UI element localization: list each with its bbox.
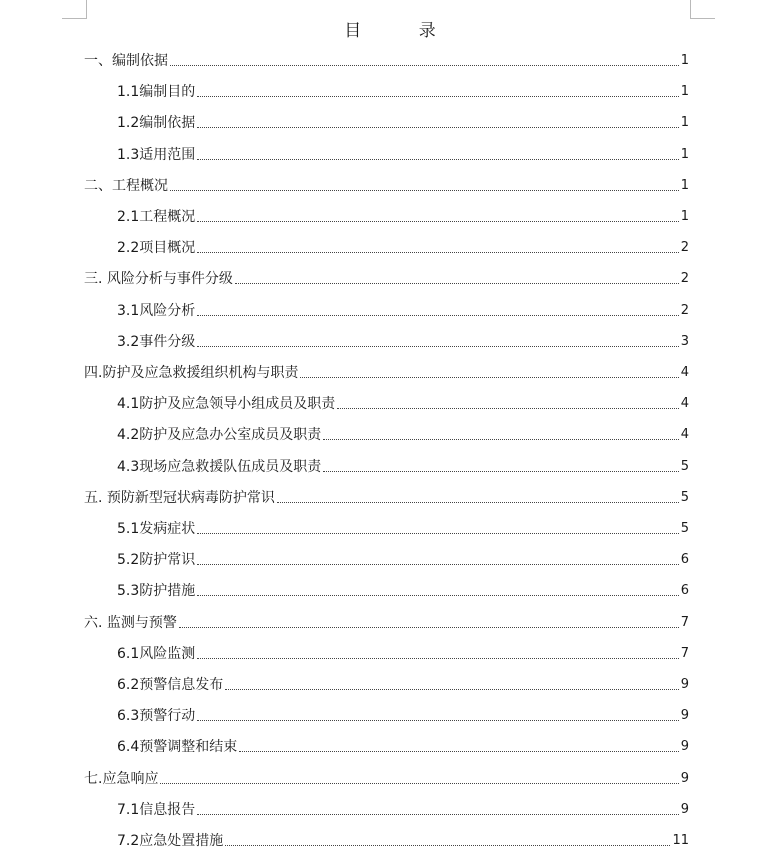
toc-entry-label: 五. 预防新型冠状病毒防护常识 xyxy=(84,489,275,506)
toc-entry-label: 七.应急响应 xyxy=(84,770,159,787)
toc-subsection-entry[interactable] xyxy=(117,300,689,320)
toc-page-number: 7 xyxy=(680,645,689,661)
toc-entry-label: 6.3预警行动 xyxy=(117,708,196,725)
toc-dot-leader xyxy=(197,345,678,347)
toc-entry-label: 7.1信息报告 xyxy=(117,801,196,818)
toc-dot-leader xyxy=(197,532,678,534)
toc-page-number: 5 xyxy=(680,458,689,474)
toc-entry-label: 5.1发病症状 xyxy=(117,521,196,537)
toc-entry-label: 6.1风险监测 xyxy=(117,645,196,662)
toc-entry-label: 4.2防护及应急办公室成员及职责 xyxy=(117,427,322,444)
toc-entry-label: 1.3适用范围 xyxy=(117,146,196,163)
toc-section-entry[interactable] xyxy=(84,612,689,632)
toc-title: 目 录 xyxy=(344,21,462,41)
toc-dot-leader xyxy=(197,251,678,253)
toc-dot-leader xyxy=(160,782,678,784)
toc-subsection-entry[interactable] xyxy=(117,705,689,725)
toc-page-number: 1 xyxy=(680,209,689,224)
toc-section-entry[interactable] xyxy=(84,362,689,382)
toc-dot-leader xyxy=(235,282,679,284)
toc-dot-leader xyxy=(300,376,678,378)
toc-page-number: 9 xyxy=(680,801,689,817)
toc-subsection-entry[interactable] xyxy=(117,237,689,257)
toc-dot-leader xyxy=(323,470,678,472)
toc-dot-leader xyxy=(170,64,679,66)
toc-entry-label: 2.2项目概况 xyxy=(117,240,196,257)
toc-page-number: 6 xyxy=(680,583,689,599)
toc-entry-label: 3.1风险分析 xyxy=(117,302,196,319)
toc-subsection-entry[interactable] xyxy=(117,393,689,413)
toc-entry-label: 6.4预警调整和结束 xyxy=(117,739,238,756)
toc-dot-leader xyxy=(197,314,678,316)
toc-entry-label: 1.1编制目的 xyxy=(117,84,196,101)
toc-entry-label: 5.2防护常识 xyxy=(117,552,196,569)
toc-section-entry[interactable] xyxy=(84,487,689,507)
toc-entry-label: 六. 监测与预警 xyxy=(84,614,177,631)
toc-dot-leader xyxy=(179,626,679,628)
toc-page-number: 2 xyxy=(680,271,689,287)
toc-section-entry[interactable] xyxy=(84,268,689,288)
toc-page-number: 6 xyxy=(680,552,689,568)
toc-dot-leader xyxy=(197,220,678,222)
toc-dot-leader xyxy=(323,438,678,440)
toc-page-number: 9 xyxy=(680,770,689,786)
toc-entry-label: 1.2编制依据 xyxy=(117,115,196,132)
toc-dot-leader xyxy=(225,844,670,846)
toc-entry-label: 一、编制依据 xyxy=(84,53,168,69)
toc-dot-leader xyxy=(197,657,678,659)
toc-page-number: 3 xyxy=(680,333,689,349)
toc-dot-leader xyxy=(337,407,678,409)
toc-subsection-entry[interactable] xyxy=(117,81,689,101)
toc-subsection-entry[interactable] xyxy=(117,518,689,538)
toc-dot-leader xyxy=(225,688,678,690)
toc-subsection-entry[interactable] xyxy=(117,424,689,444)
toc-page-number: 1 xyxy=(680,84,689,100)
toc-entry-label: 6.2预警信息发布 xyxy=(117,677,224,693)
toc-page-number: 9 xyxy=(680,739,689,755)
toc-subsection-entry[interactable] xyxy=(117,580,689,600)
toc-subsection-entry[interactable] xyxy=(117,736,689,756)
toc-section-entry[interactable] xyxy=(84,50,689,70)
toc-dot-leader xyxy=(277,501,679,503)
toc-page-number: 9 xyxy=(680,708,689,724)
toc-entry-label: 3.2事件分级 xyxy=(117,333,196,350)
toc-dot-leader xyxy=(197,95,678,97)
toc-subsection-entry[interactable] xyxy=(117,144,689,164)
toc-entry-label: 二、工程概况 xyxy=(84,177,168,194)
toc-dot-leader xyxy=(197,563,678,565)
toc-subsection-entry[interactable] xyxy=(117,206,689,226)
toc-dot-leader xyxy=(197,719,678,721)
toc-page-number: 1 xyxy=(680,115,689,131)
toc-subsection-entry[interactable] xyxy=(117,331,689,351)
toc-page-number: 2 xyxy=(680,240,689,256)
toc-page-number: 1 xyxy=(680,53,689,68)
toc-entry-label: 四.防护及应急救援组织机构与职责 xyxy=(84,365,299,381)
toc-subsection-entry[interactable] xyxy=(117,549,689,569)
toc-subsection-entry[interactable] xyxy=(117,112,689,132)
toc-page-number: 4 xyxy=(680,396,689,412)
toc-subsection-entry[interactable] xyxy=(117,674,689,694)
toc-page-number: 1 xyxy=(680,146,689,162)
toc-entry-label: 2.1工程概况 xyxy=(117,209,196,225)
toc-page-number: 11 xyxy=(672,833,689,848)
toc-page-number: 1 xyxy=(680,177,689,193)
toc-page-number: 5 xyxy=(680,489,689,505)
toc-page-number: 7 xyxy=(680,614,689,630)
toc-page-number: 9 xyxy=(680,677,689,692)
toc-entry-label: 4.3现场应急救援队伍成员及职责 xyxy=(117,458,322,475)
toc-section-entry[interactable] xyxy=(84,768,689,788)
toc-entry-label: 7.2应急处置措施 xyxy=(117,833,224,849)
toc-subsection-entry[interactable] xyxy=(117,643,689,663)
toc-dot-leader xyxy=(197,594,678,596)
toc-dot-leader xyxy=(239,750,678,752)
toc-dot-leader xyxy=(170,189,679,191)
toc-entry-label: 5.3防护措施 xyxy=(117,583,196,600)
toc-dot-leader xyxy=(197,813,678,815)
toc-dot-leader xyxy=(197,126,678,128)
toc-entry-label: 4.1防护及应急领导小组成员及职责 xyxy=(117,396,336,413)
toc-subsection-entry[interactable] xyxy=(117,799,689,819)
toc-page-number: 4 xyxy=(680,427,689,443)
toc-page-number: 5 xyxy=(680,521,689,536)
toc-section-entry[interactable] xyxy=(84,175,689,195)
toc-entry-label: 三. 风险分析与事件分级 xyxy=(84,271,233,288)
toc-dot-leader xyxy=(197,158,678,160)
toc-page-number: 2 xyxy=(680,302,689,318)
toc-subsection-entry[interactable] xyxy=(117,830,689,850)
toc-subsection-entry[interactable] xyxy=(117,456,689,476)
toc-page-number: 4 xyxy=(680,365,689,380)
